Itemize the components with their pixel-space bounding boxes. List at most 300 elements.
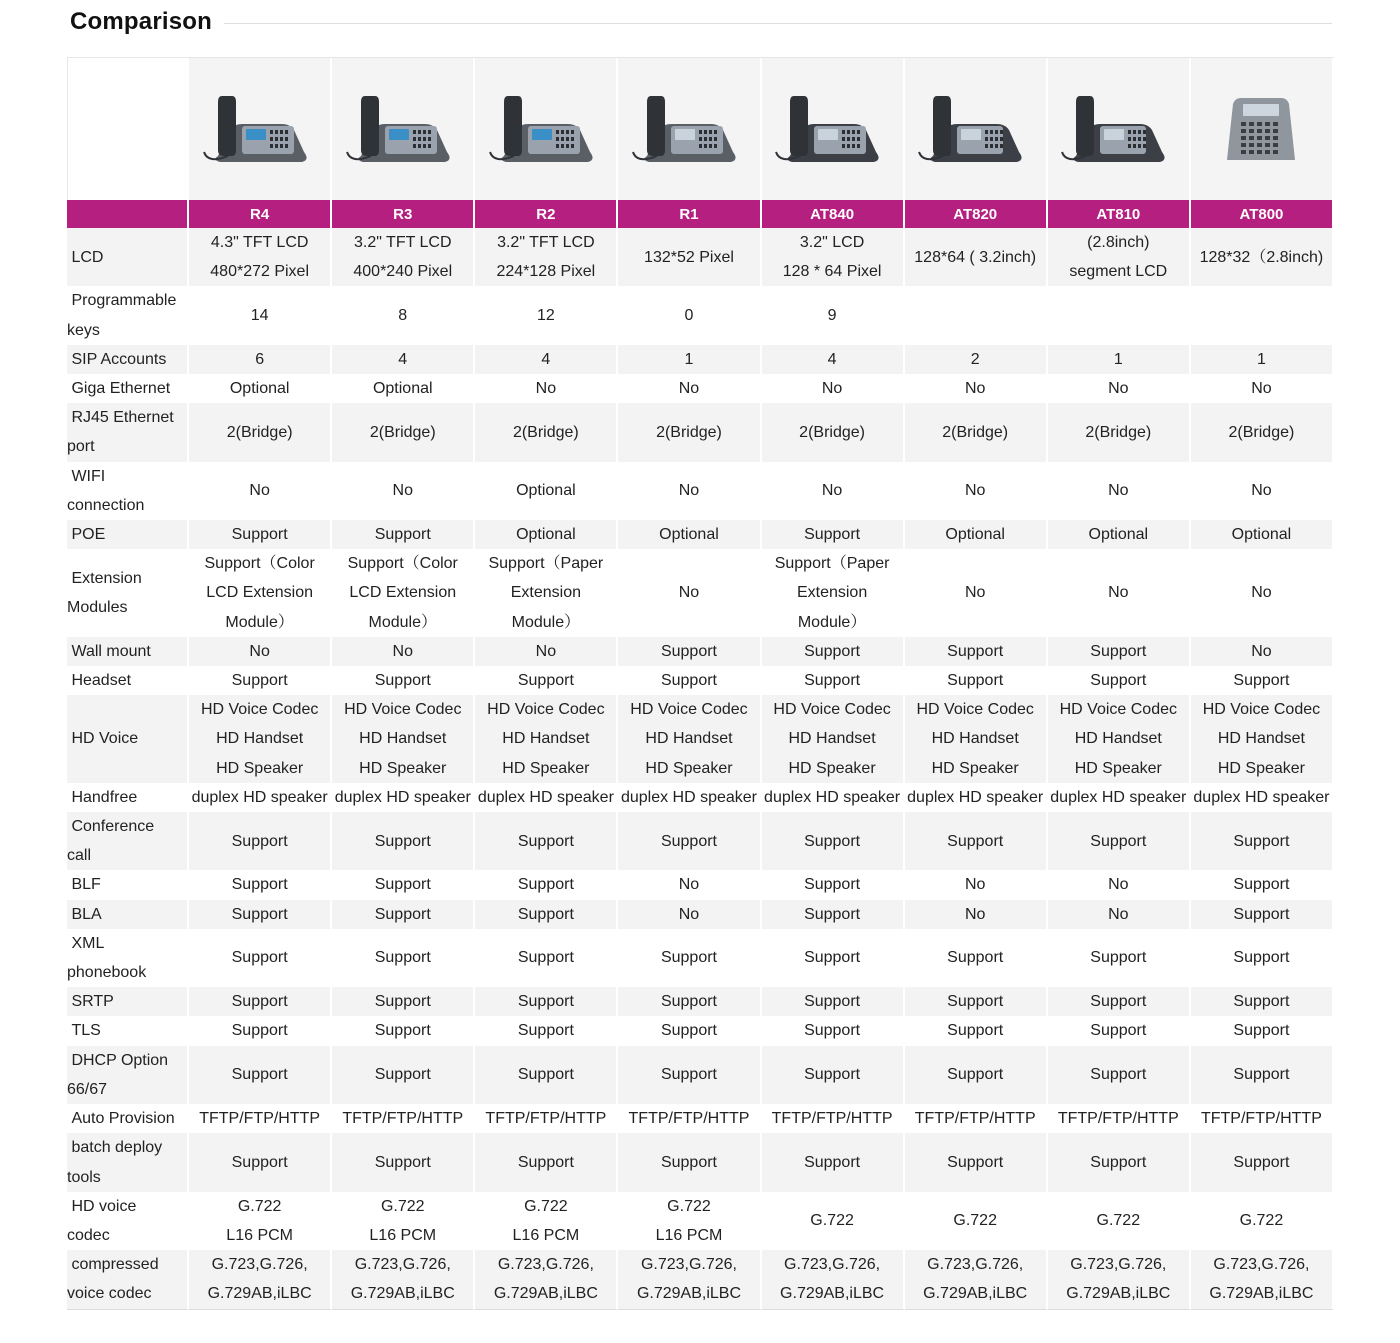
spec-value (1191, 870, 1334, 899)
spec-label (67, 228, 189, 286)
spec-value-line: Support (1090, 1066, 1147, 1084)
spec-value (1191, 987, 1334, 1016)
spec-label (67, 286, 189, 344)
spec-row (67, 666, 1334, 695)
spec-value-line: L16 PCM (655, 1226, 723, 1244)
spec-value (475, 345, 618, 374)
spec-value-line: HD Speaker (645, 759, 733, 777)
spec-value-line: Support (1233, 1153, 1290, 1171)
spec-label-line: batch deploy (67, 1139, 163, 1157)
spec-value (905, 403, 1048, 461)
spec-value (1048, 374, 1191, 403)
spec-label-line: XML (67, 934, 105, 952)
spec-row (67, 374, 1334, 403)
product-image-cell (475, 58, 618, 200)
spec-value-line: No (964, 876, 986, 894)
spec-value (905, 870, 1048, 899)
spec-value (618, 929, 761, 987)
spec-value-line: Extension (796, 584, 868, 602)
spec-value-line: Support (1233, 905, 1290, 923)
spec-value-line: G.722 (667, 1197, 711, 1215)
spec-value-line: LCD Extension (349, 584, 457, 602)
spec-value (1191, 812, 1334, 870)
desk-phone-icon (770, 155, 894, 172)
spec-value-line: Support (374, 1066, 431, 1084)
product-image-row (67, 58, 1334, 200)
spec-value (762, 549, 905, 637)
spec-value-line: (2.8inch) (1087, 234, 1150, 251)
spec-value-line: Support (517, 832, 574, 850)
spec-value (618, 520, 761, 549)
spec-value-line: G.722 (1239, 1212, 1284, 1230)
spec-label (67, 1192, 189, 1250)
spec-row (67, 345, 1334, 374)
spec-value (618, 1192, 761, 1250)
spec-value (1048, 462, 1191, 520)
spec-value-line: 4 (541, 350, 551, 368)
spec-value-line: Support（Color (204, 555, 315, 573)
spec-value-line: No (535, 380, 557, 398)
spec-row (67, 1133, 1334, 1191)
spec-value (905, 987, 1048, 1016)
spec-value (905, 1250, 1048, 1309)
spec-value (1191, 462, 1334, 520)
spec-value (762, 228, 905, 286)
spec-value (762, 462, 905, 520)
spec-value (189, 929, 332, 987)
spec-value-line: No (1251, 482, 1272, 500)
spec-value-line: No (678, 482, 700, 500)
desk-phone-icon (198, 155, 322, 172)
spec-value-line: No (1108, 584, 1129, 602)
spec-label (67, 900, 189, 929)
spec-value (762, 1133, 905, 1191)
spec-value-line: Support (660, 1066, 717, 1084)
spec-value (475, 1046, 618, 1104)
spec-value (618, 870, 761, 899)
spec-value-line: Support (374, 526, 431, 544)
spec-value-line: G.729AB,iLBC (1066, 1285, 1171, 1303)
spec-value (1048, 637, 1191, 666)
spec-value (332, 1104, 475, 1133)
spec-value-line: Support (374, 832, 431, 850)
spec-row (67, 1192, 1334, 1250)
spec-label (67, 1250, 189, 1309)
spec-label-line: voice codec (67, 1285, 152, 1303)
spec-value-line: duplex HD speaker (907, 788, 1044, 806)
spec-value (332, 1016, 475, 1045)
spec-value (189, 1133, 332, 1191)
spec-value-line: G.723,G.726, (640, 1256, 737, 1274)
spec-row (67, 462, 1334, 520)
model-name-at810: AT810 (1048, 200, 1191, 228)
spec-value (618, 783, 761, 812)
spec-value (762, 1046, 905, 1104)
spec-value (332, 462, 475, 520)
spec-value-line: G.729AB,iLBC (780, 1285, 885, 1303)
spec-value-line: Support (1090, 832, 1147, 850)
spec-value-line: Support (517, 1022, 574, 1040)
spec-value-line: 128*64 ( 3.2inch) (914, 248, 1037, 266)
spec-value (1048, 812, 1191, 870)
spec-value-line: Support (231, 672, 288, 690)
spec-value-line: 400*240 Pixel (353, 263, 453, 281)
spec-value-line: Support (1090, 672, 1147, 690)
spec-value-line: Support (231, 905, 288, 923)
spec-value (475, 462, 618, 520)
spec-value (189, 900, 332, 929)
spec-value-line: Support (1233, 832, 1290, 850)
spec-label (67, 520, 189, 549)
spec-value (1048, 1104, 1191, 1133)
spec-value (332, 1192, 475, 1250)
spec-row (67, 1250, 1334, 1309)
spec-value (475, 637, 618, 666)
spec-value-line: Support (1090, 1153, 1147, 1171)
spec-label (67, 870, 189, 899)
spec-label (67, 549, 189, 637)
spec-value-line: G.722 (810, 1212, 854, 1230)
spec-value (762, 666, 905, 695)
spec-value-line: Support (947, 993, 1004, 1011)
spec-value-line: 1 (1256, 350, 1266, 368)
spec-value (475, 812, 618, 870)
spec-value (905, 783, 1048, 812)
spec-label (67, 403, 189, 461)
spec-value-line: 132*52 Pixel (644, 248, 734, 266)
product-image-cell (762, 58, 905, 200)
spec-value-line: Optional (659, 526, 719, 544)
spec-value-line: Support (804, 876, 861, 894)
spec-value (189, 870, 332, 899)
spec-value-line: 2(Bridge) (369, 423, 436, 441)
spec-value (762, 1016, 905, 1045)
spec-row (67, 900, 1334, 929)
desk-phone-icon (1056, 155, 1180, 172)
spec-value (1191, 929, 1334, 987)
spec-value (618, 228, 761, 286)
spec-value-line: Module） (797, 613, 867, 631)
spec-value (1191, 1104, 1334, 1133)
model-name-at840: AT840 (762, 200, 905, 228)
spec-value-line: G.723,G.726, (354, 1256, 451, 1274)
spec-row (67, 1046, 1334, 1104)
spec-value (762, 520, 905, 549)
spec-value-line: G.722 (524, 1197, 568, 1215)
spec-value-line: HD Voice Codec (344, 701, 462, 719)
section-divider (224, 23, 1332, 24)
spec-value-line: G.729AB,iLBC (207, 1285, 312, 1303)
comparison-table (67, 57, 1334, 1310)
spec-row (67, 929, 1334, 987)
spec-label-line: connection (67, 496, 145, 514)
model-name-row (67, 200, 1334, 228)
section-title: Comparison (70, 8, 213, 35)
spec-value (1048, 403, 1191, 461)
spec-value-line: Support (1090, 949, 1147, 967)
spec-value (905, 1192, 1048, 1250)
spec-value-line (1192, 301, 1331, 330)
spec-value-line: 8 (398, 307, 408, 324)
spec-value-line: No (821, 380, 843, 398)
spec-value (618, 462, 761, 520)
desk-phone-icon (913, 155, 1037, 172)
spec-row (67, 549, 1334, 637)
spec-label-line: phonebook (67, 964, 147, 982)
spec-value-line: Support (804, 993, 861, 1011)
spec-value (1191, 1046, 1334, 1104)
spec-value-line: 6 (255, 350, 265, 368)
spec-label-line: codec (67, 1226, 110, 1244)
spec-value-line: No (1108, 876, 1129, 894)
spec-value-line: HD Speaker (1074, 759, 1162, 777)
spec-row (67, 637, 1334, 666)
spec-label-line: RJ45 Ethernet (67, 409, 174, 427)
spec-value (762, 900, 905, 929)
spec-value-line: Extension (510, 584, 581, 602)
spec-value-line: Support (804, 526, 861, 544)
spec-value (1191, 783, 1334, 812)
spec-value (1191, 520, 1334, 549)
spec-value (1191, 374, 1334, 403)
spec-value (1048, 666, 1191, 695)
spec-value-line: 3.2" TFT LCD (497, 234, 595, 251)
spec-value-line: No (678, 380, 700, 398)
spec-value-line: Optional (516, 526, 576, 544)
spec-label-line: call (67, 847, 92, 865)
spec-value-line: 2(Bridge) (799, 423, 865, 441)
spec-value-line: Support (804, 642, 861, 660)
spec-value (189, 1192, 332, 1250)
spec-value (332, 783, 475, 812)
spec-value-line: HD Speaker (359, 759, 447, 777)
spec-value-line: G.729AB,iLBC (923, 1285, 1028, 1303)
spec-value-line: G.723,G.726, (211, 1256, 308, 1274)
spec-value-line: L16 PCM (226, 1226, 293, 1244)
desk-phone-icon (1199, 155, 1323, 172)
spec-value (475, 374, 618, 403)
spec-value-line: 3.2" TFT LCD (353, 234, 452, 251)
spec-value-line: Support (660, 1153, 717, 1171)
spec-value (332, 374, 475, 403)
spec-label-line: SIP Accounts (67, 350, 167, 368)
product-image-cell (618, 58, 761, 200)
spec-value-line: duplex HD speaker (1193, 788, 1330, 806)
desk-phone-icon (484, 155, 608, 172)
spec-value-line: 2(Bridge) (512, 423, 579, 441)
spec-value (618, 666, 761, 695)
spec-value (332, 987, 475, 1016)
spec-value (332, 1046, 475, 1104)
spec-value-line: Support (374, 672, 431, 690)
spec-value-line: duplex HD speaker (764, 788, 901, 806)
spec-value-line: Support (804, 905, 861, 923)
spec-value-line: No (821, 482, 843, 500)
section-header (70, 6, 1332, 38)
spec-label-line: POE (67, 526, 106, 544)
spec-label-line: HD Voice (67, 730, 139, 748)
spec-value (1048, 1016, 1191, 1045)
spec-value-line: Support (517, 949, 574, 967)
spec-value (1048, 549, 1191, 637)
spec-value-line: Support (1233, 1022, 1290, 1040)
spec-label-line: tools (67, 1168, 101, 1186)
spec-row (67, 695, 1334, 783)
spec-label-line: 66/67 (67, 1080, 108, 1098)
spec-value-line: G.723,G.726, (497, 1256, 594, 1274)
spec-value (475, 228, 618, 286)
spec-label-line: Extension (67, 569, 142, 587)
spec-value-line: No (249, 642, 270, 660)
spec-value-line: Support (517, 905, 574, 923)
spec-value-line: Support (804, 832, 861, 850)
spec-value (332, 520, 475, 549)
spec-label-line: WIFI (67, 467, 106, 485)
spec-value (332, 900, 475, 929)
spec-value (475, 870, 618, 899)
spec-value-line: 2(Bridge) (1085, 423, 1152, 441)
spec-label (67, 812, 189, 870)
spec-value (189, 286, 332, 344)
spec-value-line: HD Handset (788, 730, 876, 748)
spec-value-line: HD Voice Codec (1202, 701, 1321, 719)
spec-value (1191, 228, 1334, 286)
spec-value (189, 345, 332, 374)
spec-value (762, 783, 905, 812)
model-name-r3: R3 (332, 200, 475, 228)
spec-value-line: Support (947, 832, 1004, 850)
spec-value-line: No (392, 482, 413, 500)
spec-value-line: 4 (398, 350, 408, 368)
spec-value (905, 462, 1048, 520)
spec-value (332, 929, 475, 987)
spec-value (1191, 900, 1334, 929)
spec-value (905, 666, 1048, 695)
spec-value (332, 1250, 475, 1309)
spec-value-line: G.723,G.726, (927, 1256, 1024, 1274)
spec-value (475, 783, 618, 812)
spec-value (1191, 1016, 1334, 1045)
spec-value-line: TFTP/FTP/HTTP (199, 1110, 321, 1128)
spec-value-line: 3.2" LCD (799, 234, 865, 251)
spec-value (1191, 345, 1334, 374)
spec-value (189, 520, 332, 549)
spec-value-line: Support (517, 1153, 574, 1171)
spec-value (1048, 695, 1191, 783)
spec-label-line: Handfree (67, 788, 138, 806)
spec-value-line: Optional (372, 380, 433, 398)
spec-value (475, 1016, 618, 1045)
spec-value (475, 549, 618, 637)
spec-value-line: HD Speaker (931, 759, 1019, 777)
spec-value-line: HD Handset (1074, 730, 1162, 748)
spec-value (189, 637, 332, 666)
spec-value (189, 666, 332, 695)
spec-value (189, 374, 332, 403)
spec-value (332, 345, 475, 374)
spec-label (67, 1133, 189, 1191)
spec-value (618, 286, 761, 344)
spec-value-line: Support (660, 949, 717, 967)
spec-label-line: DHCP Option (67, 1051, 169, 1069)
spec-value (475, 695, 618, 783)
spec-value (332, 695, 475, 783)
spec-value (189, 1046, 332, 1104)
spec-value-line: Support (1233, 672, 1290, 690)
spec-value (618, 637, 761, 666)
spec-label-line: SRTP (67, 993, 114, 1011)
spec-value (618, 812, 761, 870)
spec-value-line: HD Speaker (216, 759, 304, 777)
spec-row (67, 783, 1334, 812)
spec-value (332, 549, 475, 637)
spec-value-line: Support (804, 672, 861, 690)
spec-value (1048, 870, 1191, 899)
spec-value (1048, 987, 1191, 1016)
spec-value-line: Support (517, 876, 574, 894)
spec-value (905, 345, 1048, 374)
spec-value-line: Support (947, 1066, 1004, 1084)
spec-value-line: TFTP/FTP/HTTP (1200, 1110, 1322, 1128)
spec-value (475, 1104, 618, 1133)
spec-value-line: G.729AB,iLBC (350, 1285, 455, 1303)
spec-value (618, 1104, 761, 1133)
spec-value (618, 345, 761, 374)
spec-value-line: Support (374, 1153, 431, 1171)
spec-value-line: HD Handset (502, 730, 590, 748)
spec-value (332, 812, 475, 870)
spec-value-line: duplex HD speaker (620, 788, 758, 806)
spec-value (475, 666, 618, 695)
spec-value (189, 1250, 332, 1309)
spec-value-line: 128 * 64 Pixel (782, 263, 882, 281)
spec-value (905, 228, 1048, 286)
spec-value-line: HD Handset (1217, 730, 1305, 748)
spec-value-line (906, 301, 1045, 330)
spec-value-line: Support（Paper (488, 555, 604, 573)
spec-value-line: Support (517, 993, 574, 1011)
spec-value-line: G.722 (237, 1197, 282, 1215)
spec-label (67, 637, 189, 666)
spec-row (67, 987, 1334, 1016)
spec-value (1048, 929, 1191, 987)
model-name-r4: R4 (189, 200, 332, 228)
spec-value-line: Support (947, 949, 1004, 967)
spec-value-line: duplex HD speaker (334, 788, 471, 806)
spec-value-line: duplex HD speaker (1050, 788, 1187, 806)
model-name-at820: AT820 (905, 200, 1048, 228)
spec-value (618, 549, 761, 637)
spec-value-line: HD Speaker (502, 759, 590, 777)
spec-value (1191, 695, 1334, 783)
spec-value (189, 1104, 332, 1133)
spec-value (332, 1133, 475, 1191)
spec-value (1191, 637, 1334, 666)
spec-value-line: LCD Extension (206, 584, 313, 602)
model-name-r2: R2 (475, 200, 618, 228)
spec-value-line: 9 (827, 307, 837, 324)
spec-label-line: Programmable (67, 292, 177, 310)
spec-value-line: Optional (516, 482, 576, 500)
spec-label (67, 783, 189, 812)
spec-value-line: 0 (684, 307, 694, 324)
spec-value (189, 228, 332, 286)
spec-label-line: LCD (67, 248, 104, 266)
spec-value (905, 900, 1048, 929)
spec-label (67, 345, 189, 374)
spec-value-line: 224*128 Pixel (496, 263, 596, 281)
spec-value-line: 1 (684, 350, 694, 368)
